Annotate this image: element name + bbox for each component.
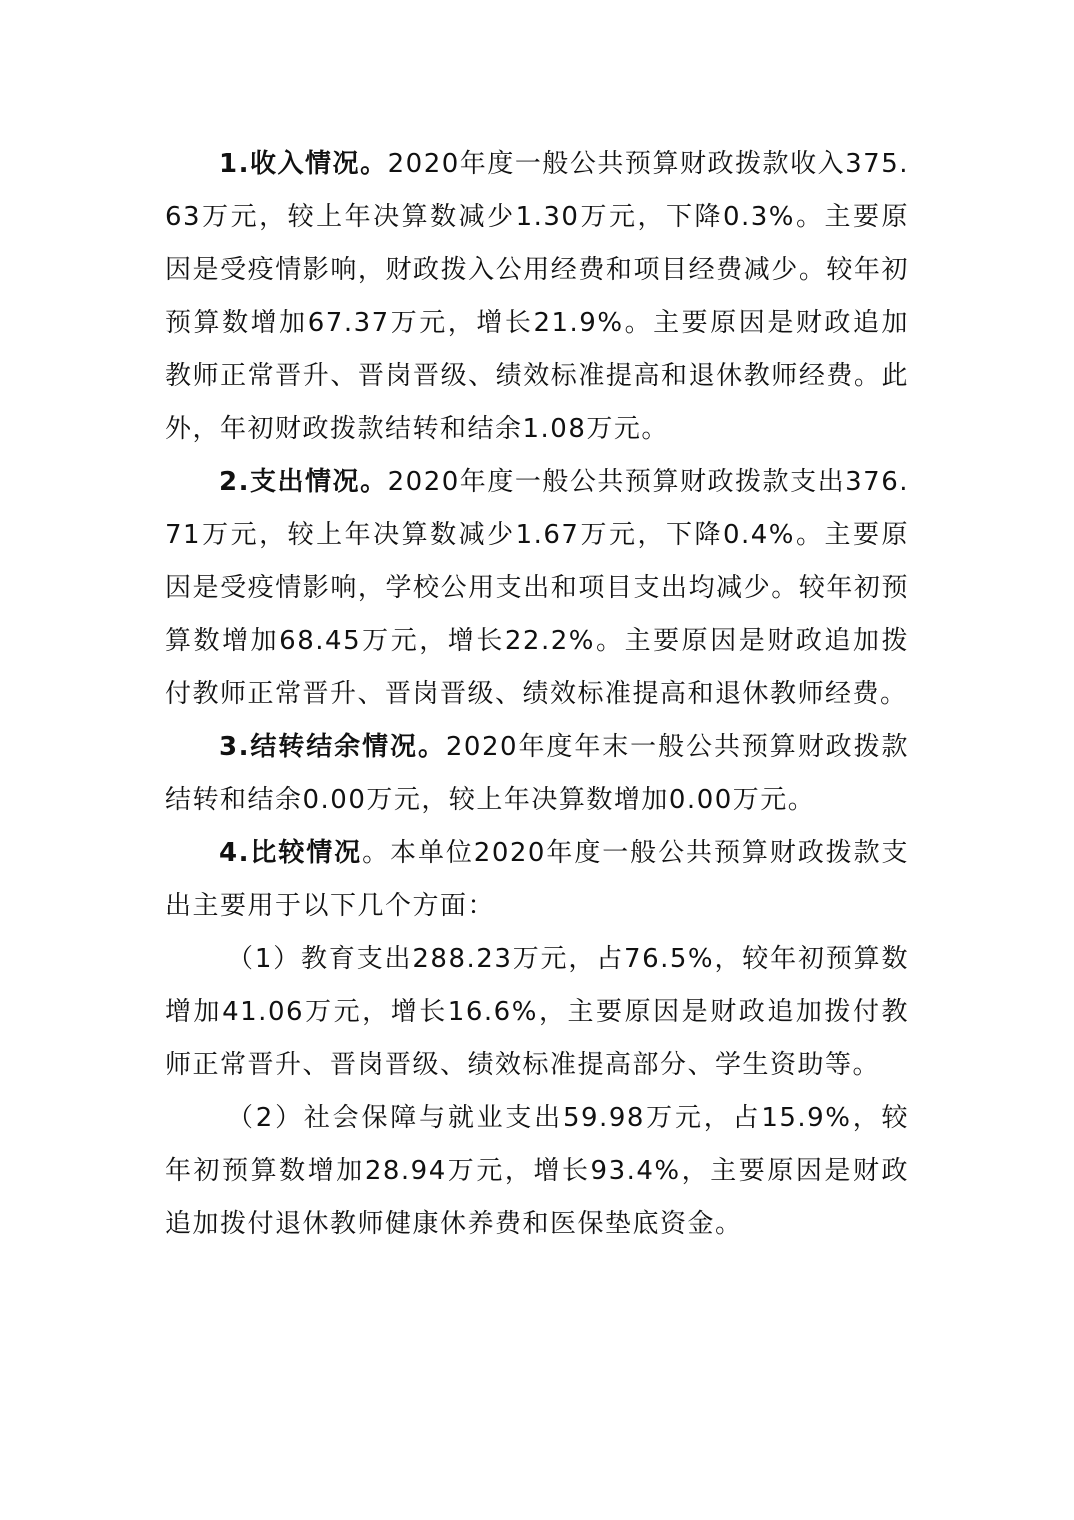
comparison-paragraph	[165, 827, 909, 933]
income-paragraph	[165, 138, 909, 456]
income-text: 2020年度一般公共预算财政拨款收入375.63万元，较上年决算数减少1.30万元，下降0.3%。主要原因是受疫情影响，财政拨入公用经费和项目经费减少。较年初预算数增加67.37万元，增长21.9%。主要原因是财政追加教师正常晋升、晋岗晋级、绩效标准提高和退休教师经费。此外，年初财政拨款结转和结余1.08万元。	[165, 149, 910, 444]
income-heading: 1.收入情况。	[219, 149, 388, 179]
comparison-heading: 4.比较情况	[219, 838, 363, 868]
document-body	[165, 138, 909, 1251]
carryover-heading: 3.结转结余情况。	[219, 732, 446, 762]
expenditure-text: 2020年度一般公共预算财政拨款支出376.71万元，较上年决算数减少1.67万元，下降0.4%。主要原因是受疫情影响，学校公用支出和项目支出均减少。较年初预算数增加68.45万元，增长22.2%。主要原因是财政追加拨付教师正常晋升、晋岗晋级、绩效标准提高和退休教师经费。	[165, 467, 910, 709]
expenditure-paragraph	[165, 456, 909, 721]
education-item: （1）教育支出288.23万元，占76.5%，较年初预算数增加41.06万元，增长16.6%，主要原因是财政追加拨付教师正常晋升、晋岗晋级、绩效标准提高部分、学生资助等。	[165, 944, 909, 1080]
comparison-text: 。本单位2020年度一般公共预算财政拨款支出主要用于以下几个方面：	[165, 838, 910, 921]
carryover-paragraph	[165, 721, 909, 827]
expenditure-heading: 2.支出情况。	[219, 467, 388, 497]
carryover-text: 2020年度年末一般公共预算财政拨款结转和结余0.00万元，较上年决算数增加0.00万元。	[165, 732, 909, 815]
social-security-item: （2）社会保障与就业支出59.98万元，占15.9%，较年初预算数增加28.94万元，增长93.4%，主要原因是财政追加拨付退休教师健康休养费和医保垫底资金。	[165, 1103, 909, 1239]
